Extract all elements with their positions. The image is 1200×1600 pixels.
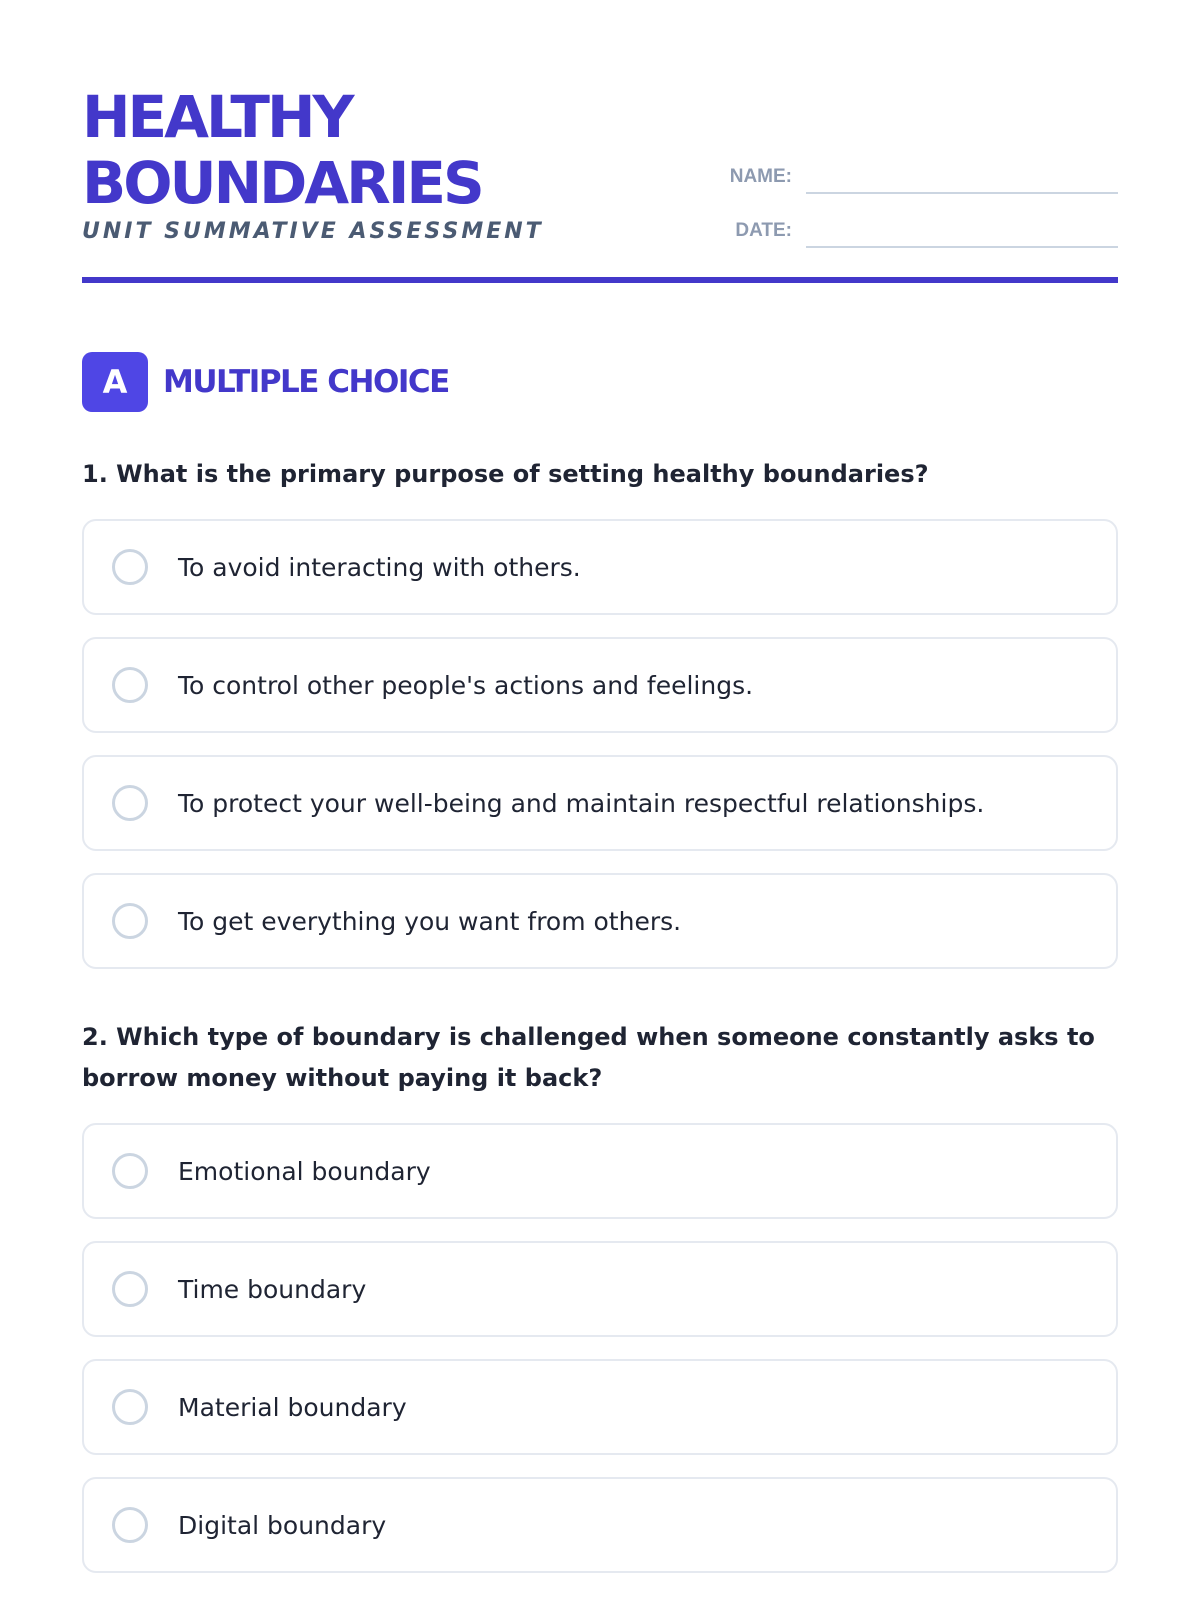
option-label: Time boundary [178, 1274, 367, 1304]
option-label: To get everything you want from others. [178, 906, 682, 936]
option-q1-b[interactable] [82, 637, 1118, 733]
option-q2-a[interactable] [82, 1123, 1118, 1219]
name-label: NAME: [729, 166, 792, 187]
question-1: 1. What is the primary purpose of setting healthy boundaries? [82, 460, 929, 488]
page-subtitle: UNIT SUMMATIVE ASSESSMENT [82, 219, 544, 244]
title-line-1: HEALTHY [82, 83, 352, 151]
option-q2-c[interactable] [82, 1359, 1118, 1455]
question-2-options [82, 1123, 1118, 1573]
radio-circle-icon[interactable] [112, 1507, 148, 1543]
option-label: Emotional boundary [178, 1156, 431, 1186]
radio-circle-icon[interactable] [112, 785, 148, 821]
radio-circle-icon[interactable] [112, 1153, 148, 1189]
date-label: DATE: [735, 220, 792, 241]
radio-circle-icon[interactable] [112, 1271, 148, 1307]
title-line-2: BOUNDARIES [82, 149, 482, 217]
header-divider [82, 277, 1118, 283]
date-field-row [710, 210, 1118, 248]
radio-circle-icon[interactable] [112, 903, 148, 939]
date-field[interactable] [806, 212, 1118, 248]
option-label: Digital boundary [178, 1510, 387, 1540]
student-info-fields [710, 156, 1118, 264]
option-q2-b[interactable] [82, 1241, 1118, 1337]
name-field[interactable] [806, 158, 1118, 194]
radio-circle-icon[interactable] [112, 667, 148, 703]
section-title: MULTIPLE CHOICE [163, 364, 449, 400]
radio-circle-icon[interactable] [112, 549, 148, 585]
page-title [82, 84, 482, 216]
option-q1-c[interactable] [82, 755, 1118, 851]
option-q1-d[interactable] [82, 873, 1118, 969]
option-q2-d[interactable] [82, 1477, 1118, 1573]
option-label: To protect your well-being and maintain respectful relationships. [178, 788, 985, 818]
option-q1-a[interactable] [82, 519, 1118, 615]
page-header [82, 0, 1118, 282]
section-badge: A [82, 352, 148, 412]
section-header [82, 352, 1118, 412]
question-1-options [82, 519, 1118, 969]
option-label: Material boundary [178, 1392, 407, 1422]
question-2: 2. Which type of boundary is challenged when someone constantly asks to borrow money without paying it back? [82, 1023, 1095, 1092]
radio-circle-icon[interactable] [112, 1389, 148, 1425]
option-label: To control other people's actions and feelings. [178, 670, 754, 700]
option-label: To avoid interacting with others. [178, 552, 581, 582]
name-field-row [710, 156, 1118, 194]
